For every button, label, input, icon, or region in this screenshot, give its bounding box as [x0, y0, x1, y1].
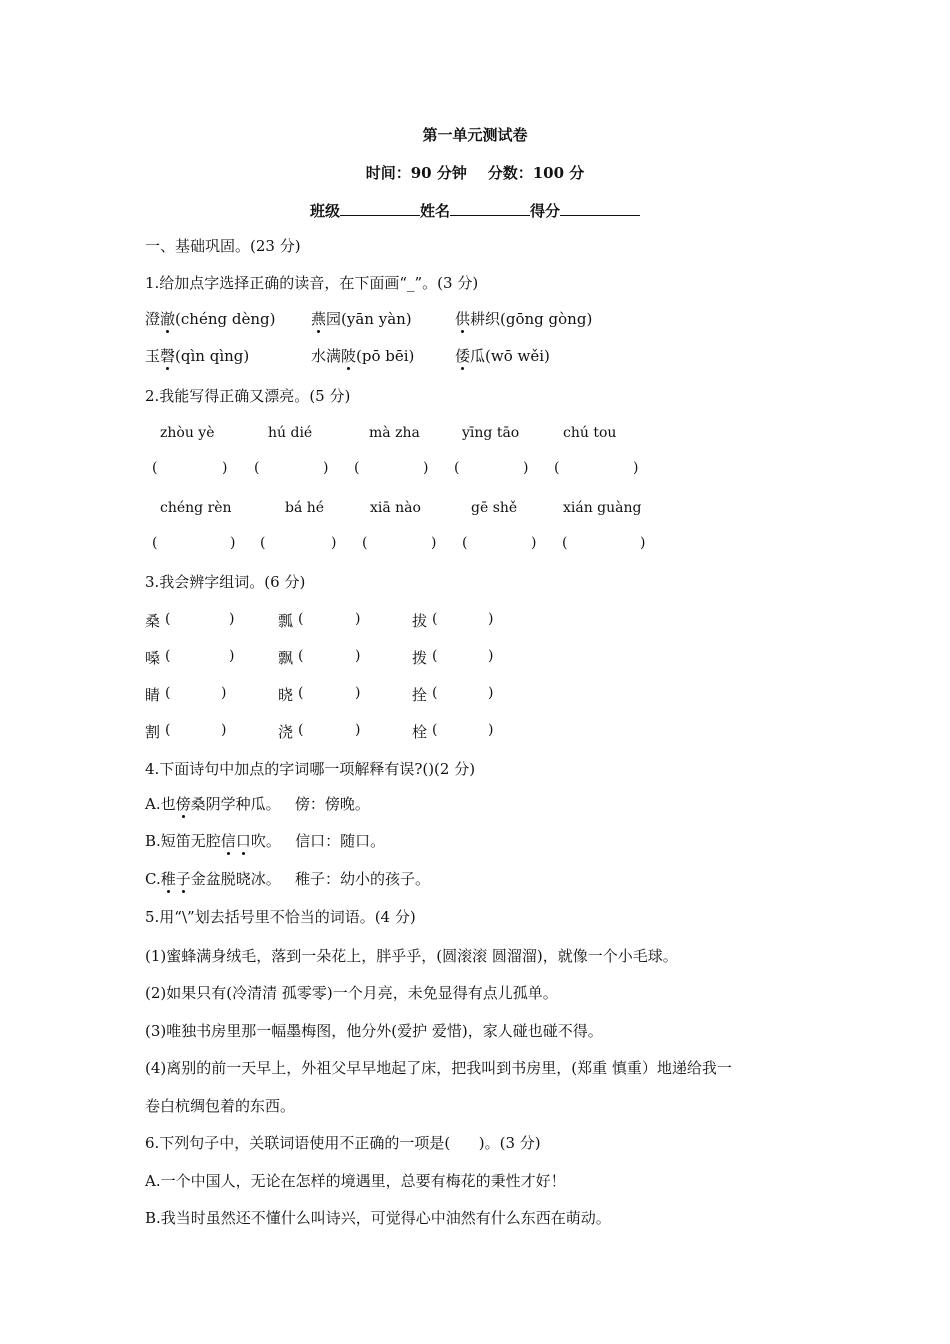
q4-option-b[interactable]: B.短笛无腔信口吹。 信口：随口。: [145, 832, 386, 850]
q5-sentence-4-cont: 卷白杭绸包着的东西。: [145, 1097, 296, 1115]
q4-title: 4.下面诗句中加点的字词哪一项解释有误?()(2 分): [145, 760, 476, 778]
answer-paren-close: ): [355, 722, 361, 738]
answer-paren-open[interactable]: (: [432, 648, 438, 664]
answer-paren-open[interactable]: (: [165, 611, 171, 627]
q5-title: 5.用“\”划去括号里不恰当的词语。(4 分): [145, 908, 416, 926]
answer-paren-open[interactable]: (: [354, 460, 360, 476]
q3-char: 拔: [412, 612, 428, 630]
exam-meta: 时间：90 分钟 分数：100 分: [365, 164, 585, 182]
page-title: 第一单元测试卷: [422, 126, 528, 144]
answer-paren-close: ): [230, 535, 236, 551]
answer-paren-close: ): [221, 722, 227, 738]
q6-title: 6.下列句子中，关联词语使用不正确的一项是( )。(3 分): [145, 1134, 541, 1152]
answer-paren-close: ): [488, 722, 494, 738]
q3-char: 睛: [145, 686, 161, 704]
q3-char: 晓: [278, 686, 294, 704]
q3-char: 栓: [412, 723, 428, 741]
answer-paren-open[interactable]: (: [298, 722, 304, 738]
q3-char: 嗓: [145, 649, 161, 667]
answer-paren-close: ): [229, 648, 235, 664]
answer-paren-close: ): [431, 535, 437, 551]
answer-paren-open[interactable]: (: [298, 648, 304, 664]
q2-title: 2.我能写得正确又漂亮。(5 分): [145, 387, 351, 405]
q1-item: 供耕织(gōng gòng): [455, 310, 593, 328]
answer-paren-close: ): [488, 685, 494, 701]
answer-paren-open[interactable]: (: [152, 460, 158, 476]
answer-paren-open[interactable]: (: [454, 460, 460, 476]
q1-item: 倭瓜(wō wěi): [455, 347, 550, 365]
answer-paren-close: ): [323, 460, 329, 476]
answer-paren-close: ): [640, 535, 646, 551]
answer-paren-open[interactable]: (: [152, 535, 158, 551]
q3-char: 浇: [278, 723, 294, 741]
q2-pinyin: xiā nào: [370, 500, 421, 516]
answer-paren-open[interactable]: (: [165, 685, 171, 701]
q3-char: 瓢: [278, 612, 294, 630]
answer-paren-open[interactable]: (: [432, 685, 438, 701]
answer-paren-close: ): [229, 611, 235, 627]
q4-option-a[interactable]: A.也傍桑阴学种瓜。 傍：傍晚。: [145, 795, 370, 813]
q5-sentence-4: (4)离别的前一天早上，外祖父早早地起了床，把我叫到书房里，(郑重 慎重）地递给我一: [145, 1059, 732, 1077]
score-blank[interactable]: [560, 200, 640, 216]
q3-title: 3.我会辨字组词。(6 分): [145, 573, 306, 591]
q1-item: 澄澈(chéng dèng): [145, 310, 276, 328]
answer-paren-close: ): [523, 460, 529, 476]
q5-sentence-1: (1)蜜蜂满身绒毛，落到一朵花上，胖乎乎，(圆滚滚 圆溜溜)，就像一个小毛球。: [145, 947, 678, 965]
answer-paren-open[interactable]: (: [298, 611, 304, 627]
q3-char: 飘: [278, 649, 294, 667]
q2-pinyin: bá hé: [285, 500, 325, 516]
student-info-row: [0, 200, 950, 221]
q1-item: 水满陂(pō bēi): [311, 347, 415, 365]
q1-item: 玉磬(qìn qìng): [145, 347, 250, 365]
answer-paren-open[interactable]: (: [165, 722, 171, 738]
score-label: 得分: [530, 202, 561, 220]
q2-pinyin: zhòu yè: [160, 425, 215, 441]
class-blank[interactable]: [340, 200, 420, 216]
answer-paren-open[interactable]: (: [260, 535, 266, 551]
answer-paren-close: ): [222, 460, 228, 476]
q3-char: 拨: [412, 649, 428, 667]
answer-paren-close: ): [423, 460, 429, 476]
answer-paren-open[interactable]: (: [165, 648, 171, 664]
q6-option-b[interactable]: B.我当时虽然还不懂什么叫诗兴，可觉得心中油然有什么东西在萌动。: [145, 1209, 611, 1227]
section-heading: 一、基础巩固。(23 分): [145, 237, 301, 255]
answer-paren-close: ): [488, 611, 494, 627]
answer-paren-close: ): [633, 460, 639, 476]
answer-paren-close: ): [355, 648, 361, 664]
answer-paren-close: ): [331, 535, 337, 551]
q3-char: 割: [145, 723, 161, 741]
q5-sentence-3: (3)唯独书房里那一幅墨梅图，他分外(爱护 爱惜)，家人碰也碰不得。: [145, 1022, 603, 1040]
q1-title: 1.给加点字选择正确的读音，在下面画“_”。(3 分): [145, 274, 479, 292]
q2-pinyin: yīng tāo: [462, 425, 520, 441]
answer-paren-open[interactable]: (: [462, 535, 468, 551]
q2-pinyin: chú tou: [563, 425, 617, 441]
answer-paren-close: ): [355, 611, 361, 627]
answer-paren-close: ): [488, 648, 494, 664]
q5-sentence-2: (2)如果只有(冷清清 孤零零)一个月亮，未免显得有点儿孤单。: [145, 984, 558, 1002]
answer-paren-close: ): [221, 685, 227, 701]
name-label: 姓名: [419, 202, 450, 220]
q6-option-a[interactable]: A.一个中国人，无论在怎样的境遇里，总要有梅花的秉性才好！: [145, 1172, 566, 1190]
q2-pinyin: gē shě: [471, 500, 518, 516]
q4-option-c[interactable]: C.稚子金盆脱晓冰。 稚子：幼小的孩子。: [145, 870, 431, 888]
q3-char: 桑: [145, 612, 161, 630]
q2-pinyin: chéng rèn: [160, 500, 232, 516]
answer-paren-open[interactable]: (: [432, 722, 438, 738]
q2-pinyin: hú dié: [268, 425, 313, 441]
answer-paren-close: ): [355, 685, 361, 701]
class-label: 班级: [309, 202, 340, 220]
answer-paren-open[interactable]: (: [298, 685, 304, 701]
q3-char: 拴: [412, 686, 428, 704]
q1-item: 燕园(yān yàn): [311, 310, 412, 328]
name-blank[interactable]: [450, 200, 530, 216]
answer-paren-open[interactable]: (: [554, 460, 560, 476]
answer-paren-open[interactable]: (: [562, 535, 568, 551]
q2-pinyin: xián guàng: [563, 500, 642, 516]
answer-paren-open[interactable]: (: [432, 611, 438, 627]
q2-pinyin: mà zha: [369, 425, 420, 441]
answer-paren-open[interactable]: (: [254, 460, 260, 476]
answer-paren-open[interactable]: (: [362, 535, 368, 551]
answer-paren-close: ): [531, 535, 537, 551]
